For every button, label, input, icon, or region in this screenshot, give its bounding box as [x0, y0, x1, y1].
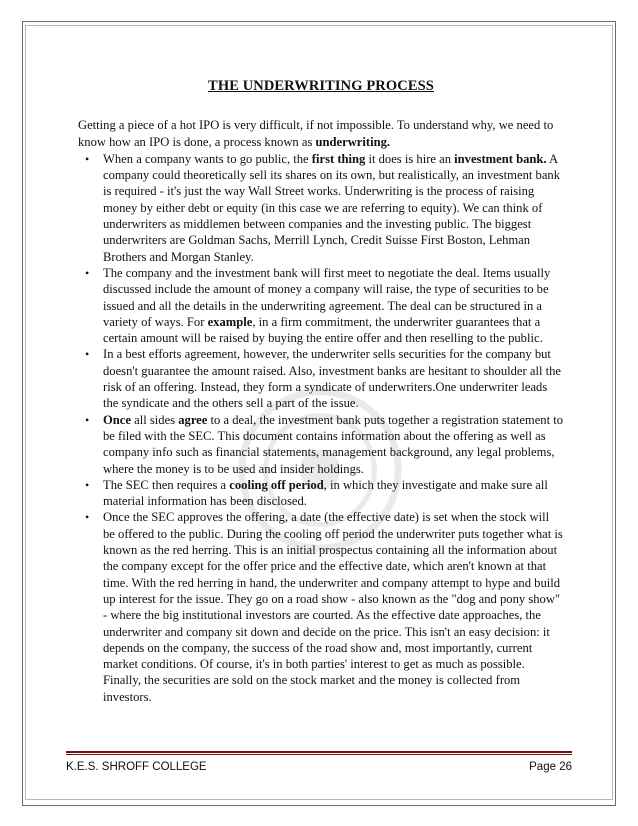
document-body — [78, 78, 564, 705]
bullet-text: Once the SEC approves the offering, a date (the effective date) is set when the stock will be offered to the public. During the cooling off period the underwriter puts together what is known as the red herring. This is an initial prospectus containing all the information about the company except for the offer price and the effective date, which aren't known at that time. With the red herring in hand, the underwriter and company attempt to hype and build up interest for the issue. They go on a road show - also known as the "dog and pony show" - where the big institutional investors are courted. As the effective date approaches, the underwriter and company sit down and decide on the price. This isn't an easy decision: it depends on the company, the success of the road show and, most importantly, current market conditions. Of course, it's in both parties' interest to get as much as possible. Finally, the securities are sold on the stock market and the money is collected from investors. — [103, 510, 563, 704]
bullet-item — [78, 509, 564, 705]
intro-paragraph — [78, 117, 564, 150]
footer-page-number: Page 26 — [529, 761, 572, 773]
bullet-text: , in a firm commitment, the underwriter guarantees that a certain amount will be raised by buying the entire offer and then reselling to the public. — [103, 314, 543, 346]
bullet-item — [78, 412, 564, 477]
bullet-text: When a company wants to go public, the — [103, 151, 312, 166]
bullet-text: The SEC then requires a — [103, 477, 230, 492]
bullet-item — [78, 151, 564, 265]
bullet-bold-text: investment bank. — [454, 151, 547, 166]
bullet-text: In a best efforts agreement, however, the underwriter sells securities for the company but doesn't guarantee the amount raised. Also, investment banks are hesitant to shoulder all the risk of an offering. Instead, they form a syndicate of underwriters.One underwriter leads the syndicate and the others sell a part of the issue. — [103, 347, 561, 411]
bullet-bold-text: example — [207, 314, 253, 329]
bullet-list — [78, 151, 564, 705]
bullet-text: A company could theoretically sell its shares on its own, but realistically, an investment bank is required - it's just the way Wall Street works. Underwriting is the process of raising money by either debt or equity (in this case we are referring to equity). We can think of underwriters as middlemen between companies and the investing public. The biggest underwriters are Goldman Sachs, Merrill Lynch, Credit Suisse First Boston, Lehman Brothers and Morgan Stanley. — [103, 151, 560, 264]
intro-bold-term: underwriting. — [315, 134, 391, 149]
bullet-dot-icon: • — [85, 265, 90, 280]
bullet-text: all sides — [130, 412, 179, 427]
intro-text: Getting a piece of a hot IPO is very difficult, if not impossible. To understand why, we need to know how an IPO is done, a process known as — [78, 118, 554, 149]
bullet-dot-icon: • — [85, 477, 90, 492]
bullet-item — [78, 265, 564, 346]
bullet-text: to a deal, the investment bank puts together a registration statement to be filed with the SEC. This document contains information about the offering as well as company info such as financial statements, management background, any legal problems, where the money is to be used and insider holdings. — [103, 412, 564, 476]
bullet-bold-text: agree — [178, 412, 208, 427]
bullet-dot-icon: • — [85, 412, 90, 427]
bullet-text: The company and the investment bank will first meet to negotiate the deal. Items usually discussed include the amount of money a company will raise, the type of securities to be issued and all the details in the underwriting agreement. The deal can be structured in a variety of ways. For — [103, 265, 551, 329]
bullet-text: it does is hire an — [365, 151, 455, 166]
footer-rule-thick — [66, 751, 572, 753]
bullet-text: , in which they investigate and make sure all material information has been disclosed. — [103, 477, 548, 509]
footer-rule-thin — [66, 754, 572, 755]
bullet-dot-icon: • — [85, 347, 90, 362]
bullet-dot-icon: • — [85, 510, 90, 525]
page-title: THE UNDERWRITING PROCESS — [208, 78, 434, 94]
bullet-dot-icon: • — [85, 151, 90, 166]
bullet-item — [78, 477, 564, 510]
bullet-bold-text: first thing — [311, 151, 366, 166]
footer-college-name: K.E.S. SHROFF COLLEGE — [66, 761, 207, 773]
bullet-item — [78, 346, 564, 411]
bullet-bold-text: cooling off period — [229, 477, 324, 492]
bullet-bold-text: Once — [103, 412, 131, 427]
